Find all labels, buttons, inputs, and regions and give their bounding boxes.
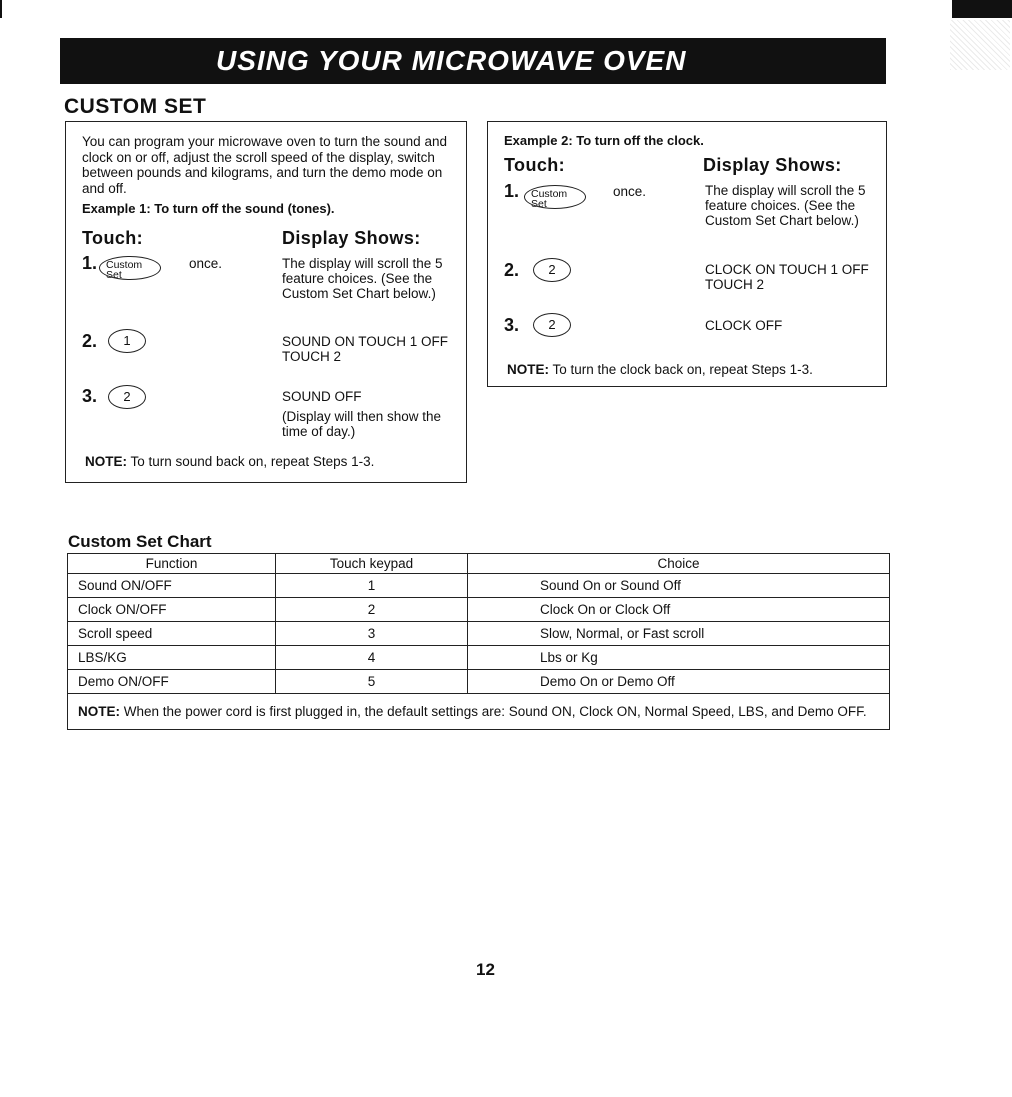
note-text: To turn sound back on, repeat Steps 1-3. [127,454,375,469]
display-heading: Display Shows: [282,228,421,248]
table-row [68,670,890,694]
number-1-key: 1 [108,329,146,353]
custom-set-chart [67,553,890,730]
step-3-number: 3. [504,315,520,335]
custom-set-key [99,256,161,280]
header-choice: Choice [468,554,890,574]
key-label-line1: Custom [106,259,143,271]
example-2-note [507,362,813,377]
example-1-note [85,454,374,469]
table-row [68,574,890,598]
display-heading: Display Shows: [703,155,842,175]
example-2-title: Example 2: To turn off the clock. [504,133,704,148]
cell-function: Clock ON/OFF [68,598,276,622]
note-label: NOTE: [507,362,549,377]
step-2-number: 2. [82,331,98,351]
step-2-number: 2. [504,260,520,280]
step-3-display-extra: (Display will then show the time of day.) [282,409,442,439]
table-row [68,598,890,622]
touch-heading: Touch: [504,155,566,175]
cell-keypad: 1 [276,574,468,598]
step-1-once: once. [189,256,223,271]
number-2-key: 2 [533,313,571,337]
number-2-key: 2 [533,258,571,282]
key-label-line2: Set [106,269,122,281]
step-3-number: 3. [82,386,98,406]
cell-keypad: 3 [276,622,468,646]
note-text: When the power cord is first plugged in, the default settings are: Sound ON, Clock ON, Normal Speed, LBS, and Demo OFF. [120,703,867,719]
chart-note [68,694,890,730]
header-function: Function [68,554,276,574]
key-label-line1: Custom [531,188,568,200]
example-1-title: Example 1: To turn off the sound (tones). [82,201,335,216]
cell-function: Sound ON/OFF [68,574,276,598]
step-2-display: SOUND ON TOUCH 1 OFF TOUCH 2 [282,334,449,364]
step-3-display: SOUND OFF [282,389,362,404]
step-1-display: The display will scroll the 5 feature choices. (See the Custom Set Chart below.) [705,183,866,228]
cell-choice: Sound On or Sound Off [468,574,890,598]
example-1-panel [65,121,467,483]
cell-keypad: 5 [276,670,468,694]
number-2-key: 2 [108,385,146,409]
step-1-number: 1. [82,253,98,273]
cell-choice: Clock On or Clock Off [468,598,890,622]
page-number: 12 [476,960,495,979]
note-label: NOTE: [85,454,127,469]
step-1-display: The display will scroll the 5 feature choices. (See the Custom Set Chart below.) [282,256,443,301]
custom-set-key [524,185,586,209]
step-1-number: 1. [504,181,520,201]
touch-heading: Touch: [82,228,144,248]
key-label-line2: Set [531,198,547,210]
cell-function: LBS/KG [68,646,276,670]
cell-choice: Lbs or Kg [468,646,890,670]
step-2-display: CLOCK ON TOUCH 1 OFF TOUCH 2 [705,262,869,292]
cell-choice: Demo On or Demo Off [468,670,890,694]
chart-title: Custom Set Chart [68,532,212,551]
cell-choice: Slow, Normal, or Fast scroll [468,622,890,646]
header-touch-keypad: Touch keypad [276,554,468,574]
note-text: To turn the clock back on, repeat Steps 1-3. [549,362,813,377]
chart-note-row [68,694,890,730]
cell-keypad: 4 [276,646,468,670]
page-banner: USING YOUR MICROWAVE OVEN [60,38,886,84]
table-header-row [68,554,890,574]
intro-text: You can program your microwave oven to turn the sound and clock on or off, adjust the scroll speed of the display, switch between pounds and kilograms, and turn the demo mode on and off. [82,134,447,196]
scan-speckle [950,20,1010,70]
example-2-panel [487,121,887,387]
table-row [68,622,890,646]
step-1-once: once. [613,184,647,199]
cell-function: Scroll speed [68,622,276,646]
cell-keypad: 2 [276,598,468,622]
table-row [68,646,890,670]
note-label: NOTE: [78,703,120,719]
step-3-display: CLOCK OFF [705,318,783,333]
section-title: CUSTOM SET [64,95,207,118]
corner-tab [952,0,1012,18]
scan-edge-mark [0,0,2,18]
cell-function: Demo ON/OFF [68,670,276,694]
